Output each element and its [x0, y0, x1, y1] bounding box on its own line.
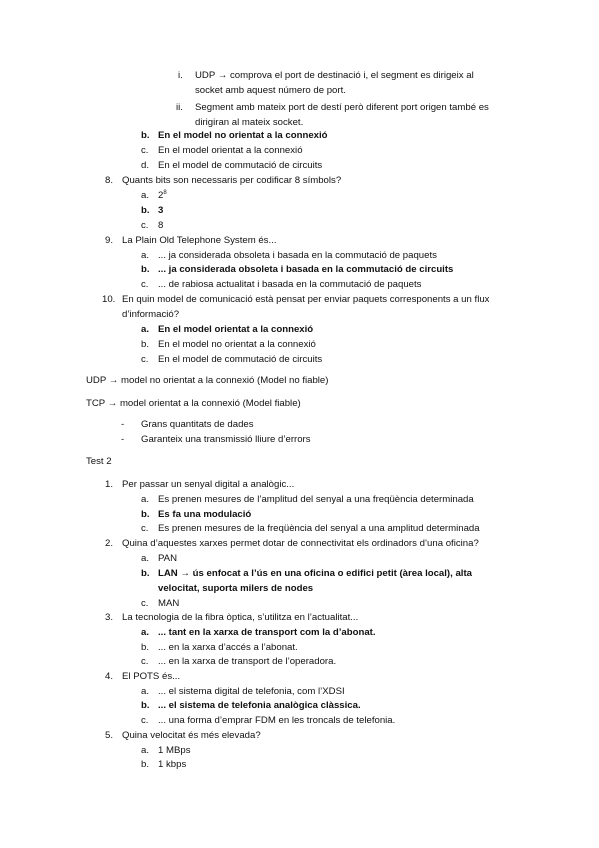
option-text: 1 MBps: [158, 745, 191, 756]
option-marker: b.: [141, 759, 150, 770]
option-text: En el model no orientat a la connexió: [158, 339, 316, 350]
option-marker: c.: [141, 598, 149, 609]
option-text: MAN: [158, 598, 180, 609]
question-text: d’informació?: [122, 309, 180, 320]
question-number: 5.: [105, 730, 114, 741]
question-text: Quina velocitat és més elevada?: [122, 730, 261, 741]
option-text: 8: [158, 220, 164, 231]
option-text: En el model de commutació de circuits: [158, 354, 323, 365]
option-text: ... ja considerada obsoleta i basada en la commutació de paquets: [158, 250, 437, 261]
option-marker: a.: [141, 553, 150, 564]
option-text: ... una forma d’emprar FDM en les troncals de telefonia.: [158, 715, 396, 726]
question-number: 8.: [105, 175, 114, 186]
option-marker: a.: [141, 494, 150, 505]
option-marker: a.: [141, 686, 150, 697]
bullet-marker: -: [121, 419, 125, 430]
bullet-text: Garanteix una transmissió lliure d’errors: [141, 434, 311, 445]
subitem-text: Segment amb mateix port de destí però diferent port origen també es: [195, 102, 489, 113]
option-marker: c.: [141, 145, 149, 156]
subitem-text: socket amb aquest número de port.: [195, 85, 346, 96]
option-marker: b.: [141, 339, 150, 350]
question-text: Quants bits son necessaris per codificar 8 símbols?: [122, 175, 342, 186]
option-marker: b.: [141, 130, 150, 141]
bullet-text: Grans quantitats de dades: [141, 419, 254, 430]
option-marker: a.: [141, 250, 150, 261]
option-text: ... en la xarxa de transport de l’operadora.: [158, 656, 337, 667]
option-text-correct: ... el sistema de telefonia analògica clàssica.: [158, 700, 361, 711]
subitem-text: UDP → comprova el port de destinació i, el segment es dirigeix al: [195, 70, 474, 81]
question-number: 4.: [105, 671, 114, 682]
option-text: ... en la xarxa d’accés a l’abonat.: [158, 642, 298, 653]
option-marker: b.: [141, 509, 150, 520]
option-text: Es prenen mesures de la freqüència del senyal a una amplitud determinada: [158, 523, 480, 534]
option-text-correct: Es fa una modulació: [158, 509, 252, 520]
option-marker: a.: [141, 324, 150, 335]
option-marker: a.: [141, 745, 150, 756]
option-marker: c.: [141, 220, 149, 231]
option-text: ... el sistema digital de telefonia, com l’XDSI: [158, 686, 345, 697]
option-base: 2: [158, 190, 164, 201]
question-number: 2.: [105, 538, 114, 549]
roman-marker: i.: [178, 70, 183, 81]
question-number: 3.: [105, 612, 114, 623]
tcp-note: TCP → model orientat a la connexió (Model fiable): [86, 398, 301, 409]
question-number: 10.: [102, 294, 116, 305]
question-text: Quina d’aquestes xarxes permet dotar de connectivitat els ordinadors d’una oficina?: [122, 538, 479, 549]
option-text-correct: En el model orientat a la connexió: [158, 324, 314, 335]
option-text-correct: ... ja considerada obsoleta i basada en la commutació de circuits: [158, 264, 454, 275]
question-text: La Plain Old Telephone System és...: [122, 235, 277, 246]
option-text-correct: velocitat, suporta milers de nodes: [158, 583, 314, 594]
subitem-text: dirigiran al mateix socket.: [195, 117, 304, 128]
option-marker: c.: [141, 715, 149, 726]
option-marker: b.: [141, 264, 150, 275]
question-text: El POTS és...: [122, 671, 181, 682]
option-marker: c.: [141, 523, 149, 534]
option-text-correct: LAN → ús enfocat a l’ús en una oficina o edifici petit (àrea local), alta: [158, 568, 472, 579]
option-marker: d.: [141, 160, 150, 171]
option-marker: c.: [141, 279, 149, 290]
option-marker: b.: [141, 700, 150, 711]
option-text: En el model de commutació de circuits: [158, 160, 323, 171]
question-number: 9.: [105, 235, 114, 246]
option-text: PAN: [158, 553, 178, 564]
question-number: 1.: [105, 479, 114, 490]
option-text: [158, 190, 167, 202]
option-marker: b.: [141, 642, 150, 653]
option-text-correct: ... tant en la xarxa de transport com la d’abonat.: [158, 627, 376, 638]
option-text: Es prenen mesures de l’amplitud del senyal a una freqüència determinada: [158, 494, 474, 505]
option-marker: b.: [141, 568, 150, 579]
option-text: 1 kbps: [158, 759, 187, 770]
roman-marker: ii.: [176, 102, 183, 113]
option-marker: c.: [141, 656, 149, 667]
option-exponent: 8: [163, 189, 167, 196]
option-text-correct: En el model no orientat a la connexió: [158, 130, 328, 141]
option-marker: a.: [141, 190, 150, 201]
option-marker: c.: [141, 354, 149, 365]
question-text: Per passar un senyal digital a analògic...: [122, 479, 295, 490]
option-marker: b.: [141, 205, 150, 216]
option-text-correct: 3: [158, 205, 164, 216]
option-text: ... de rabiosa actualitat i basada en la commutació de paquets: [158, 279, 422, 290]
option-text: En el model orientat a la connexió: [158, 145, 303, 156]
option-marker: a.: [141, 627, 150, 638]
section-heading: Test 2: [86, 456, 112, 467]
bullet-marker: -: [121, 434, 125, 445]
udp-note: UDP → model no orientat a la connexió (Model no fiable): [86, 375, 329, 386]
question-text: En quin model de comunicació està pensat per enviar paquets corresponents a un flux: [122, 294, 490, 305]
question-text: La tecnologia de la fibra òptica, s’utilitza en l’actualitat...: [122, 612, 359, 623]
